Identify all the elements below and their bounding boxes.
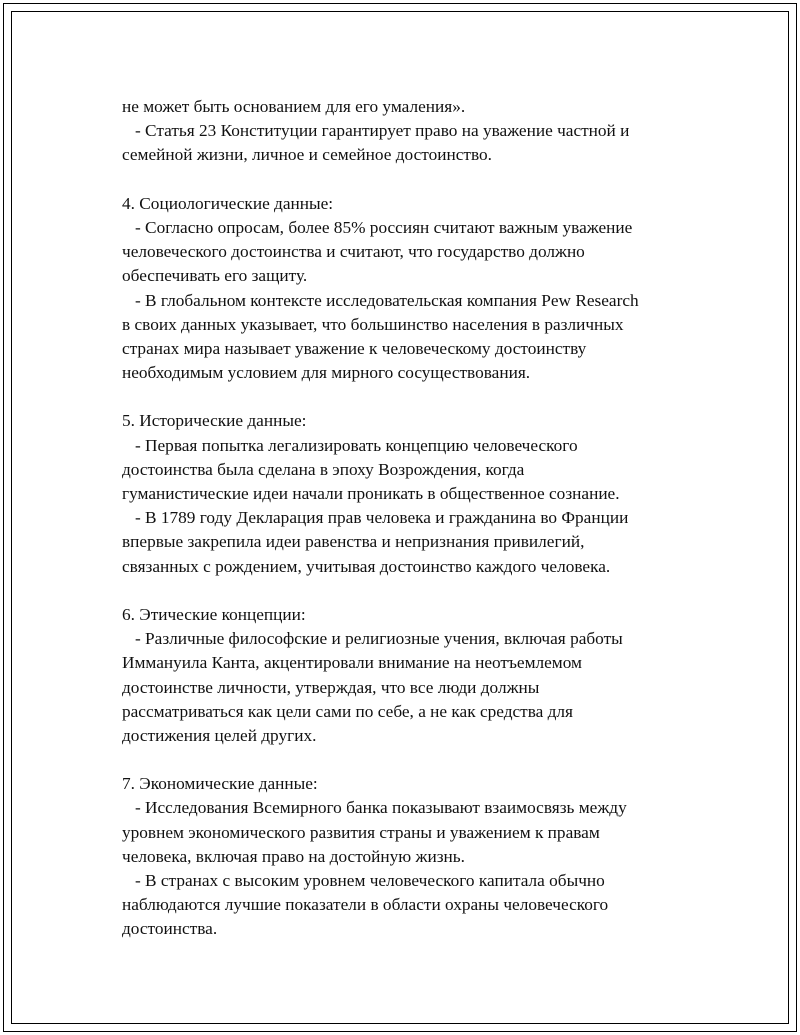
text-line: уровнем экономического развития страны и уважением к правам (122, 822, 600, 842)
text-line: семейной жизни, личное и семейное достоинство. (122, 145, 492, 165)
blank-line (122, 168, 722, 192)
text-line: наблюдаются лучшие показатели в области охраны человеческого (122, 895, 609, 915)
text-line: 6. Этические концепции: (122, 604, 306, 624)
text-line: достоинстве личности, утверждая, что все люди должны (122, 677, 540, 697)
blank-line (122, 579, 722, 603)
text-line: 4. Социологические данные: (122, 193, 334, 213)
text-line: человеческого достоинства и считают, что государство должно (122, 242, 585, 262)
text-line: гуманистические идеи начали проникать в общественное сознание. (122, 484, 620, 503)
text-line: - Исследования Всемирного банка показывают взаимосвязь между (122, 798, 627, 818)
text-line: не может быть основанием для его умаления». (122, 97, 466, 116)
blank-line (122, 748, 722, 772)
text-line: рассматриваться как цели сами по себе, а не как средства для (122, 701, 573, 721)
text-line: необходимым условием для мирного сосуществования. (122, 363, 531, 383)
text-line: - Статья 23 Конституции гарантирует право на уважение частной и (122, 121, 630, 141)
text-line: впервые закрепила идеи равенства и непризнания привилегий, (122, 532, 585, 552)
text-line: странах мира называет уважение к человеческому достоинству (122, 338, 587, 358)
text-line: - В странах с высоким уровнем человеческого капитала обычно (122, 871, 605, 890)
blank-line (122, 385, 722, 409)
text-line: обеспечивать его защиту. (122, 266, 308, 286)
text-line: 5. Исторические данные: (122, 411, 307, 431)
text-line: Иммануила Канта, акцентировали внимание на неотъемлемом (122, 653, 582, 673)
text-line: 7. Экономические данные: (122, 774, 318, 794)
text-line: достижения целей других. (122, 725, 317, 745)
text-line: - В глобальном контексте исследовательская компания Pew Research (122, 290, 639, 310)
text-line: достоинства. (122, 919, 218, 939)
text-line: - В 1789 году Декларация прав человека и гражданина во Франции (122, 508, 629, 528)
document-body (122, 95, 722, 942)
text-line: в своих данных указывает, что большинство населения в различных (122, 314, 624, 334)
text-line: - Первая попытка легализировать концепцию человеческого (122, 435, 578, 455)
text-line: связанных с рождением, учитывая достоинство каждого человека. (122, 556, 611, 576)
text-line: достоинства была сделана в эпоху Возрождения, когда (122, 459, 525, 479)
text-line: - Согласно опросам, более 85% россиян считают важным уважение (122, 217, 633, 237)
text-line: человека, включая право на достойную жизнь. (122, 846, 465, 866)
text-line: - Различные философские и религиозные учения, включая работы (122, 629, 623, 649)
page-frame (3, 3, 797, 1032)
